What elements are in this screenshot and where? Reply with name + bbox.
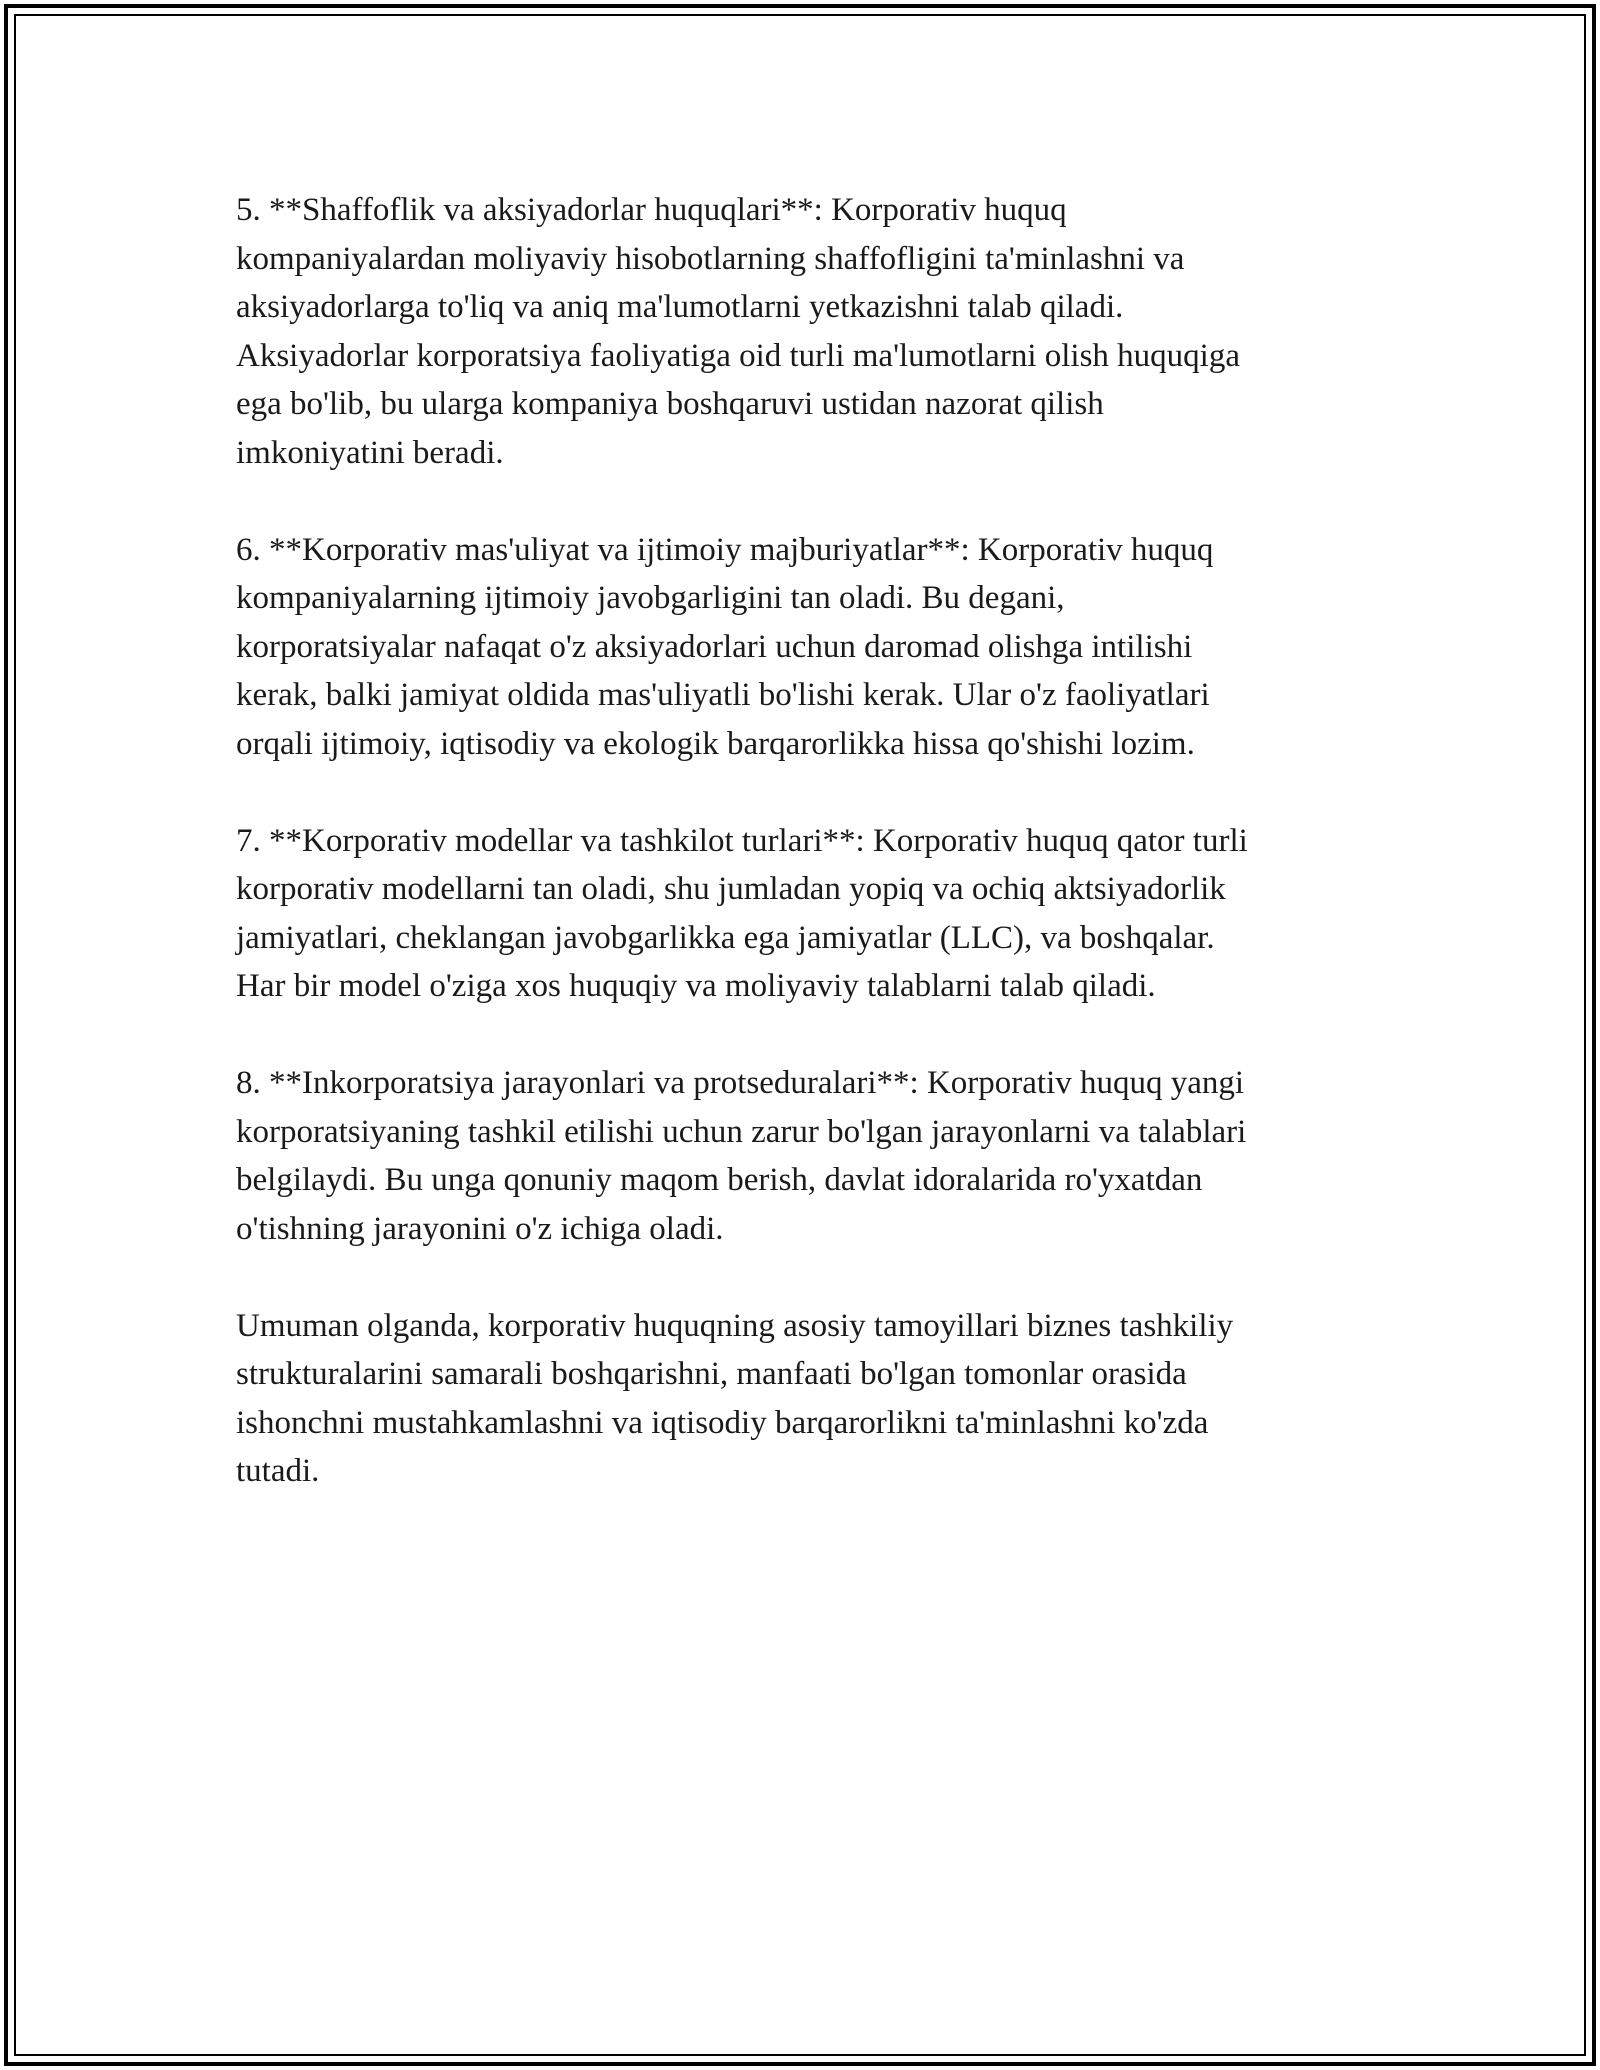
paragraph-korporativ-masuliyat: 6. **Korporativ mas'uliyat va ijtimoiy majburiyatlar**: Korporativ huquq kompaniyalarning ijtimoiy javobgarligini tan oladi. Bu degani, korporatsiyalar nafaqat o'z aksiyadorlari uchun daromad olishga intilishi kerak, balki jamiyat oldida mas'uliyatli bo'lishi kerak. Ular o'z faoliyatlari orqali ijtimoiy, iqtisodiy va ekologik barqarorlikka hissa qo'shishi lozim. (236, 531, 1214, 762)
paragraph-inkorporatsiya: 8. **Inkorporatsiya jarayonlari va protseduralari**: Korporativ huquq yangi korporatsiyaning tashkil etilishi uchun zarur bo'lgan jarayonlarni va talablari belgilaydi. Bu unga qonuniy maqom berish, davlat idoralarida ro'yxatdan o'tishning jarayonini o'z ichiga oladi. (236, 1065, 1247, 1247)
paragraph-shaffoflik: 5. **Shaffoflik va aksiyadorlar huquqlari**: Korporativ huquq kompaniyalardan moliyaviy hisobotlarning shaffofligini ta'minlashni va aksiyadorlarga to'liq va aniq ma'lumotlarni yetkazishni talab qiladi. Aksiyadorlar korporatsiya faoliyatiga oid turli ma'lumotlarni olish huquqiga ega bo'lib, bu ularga kompaniya boshqaruvi ustidan nazorat qilish imkoniyatini beradi. (236, 192, 1240, 471)
document-body (236, 186, 1376, 1496)
paragraph-korporativ-modellar: 7. **Korporativ modellar va tashkilot turlari**: Korporativ huquq qator turli korporativ modellarni tan oladi, shu jumladan yopiq va ochiq aktsiyadorlik jamiyatlari, cheklangan javobgarlikka ega jamiyatlar (LLC), va boshqalar. Har bir model o'ziga xos huquqiy va moliyaviy talablarni talab qiladi. (236, 822, 1248, 1004)
paragraph-conclusion: Umuman olganda, korporativ huquqning asosiy tamoyillari biznes tashkiliy strukturalarini samarali boshqarishni, manfaati bo'lgan tomonlar orasida ishonchni mustahkamlashni va iqtisodiy barqarorlikni ta'minlashni ko'zda tutadi. (236, 1307, 1234, 1489)
